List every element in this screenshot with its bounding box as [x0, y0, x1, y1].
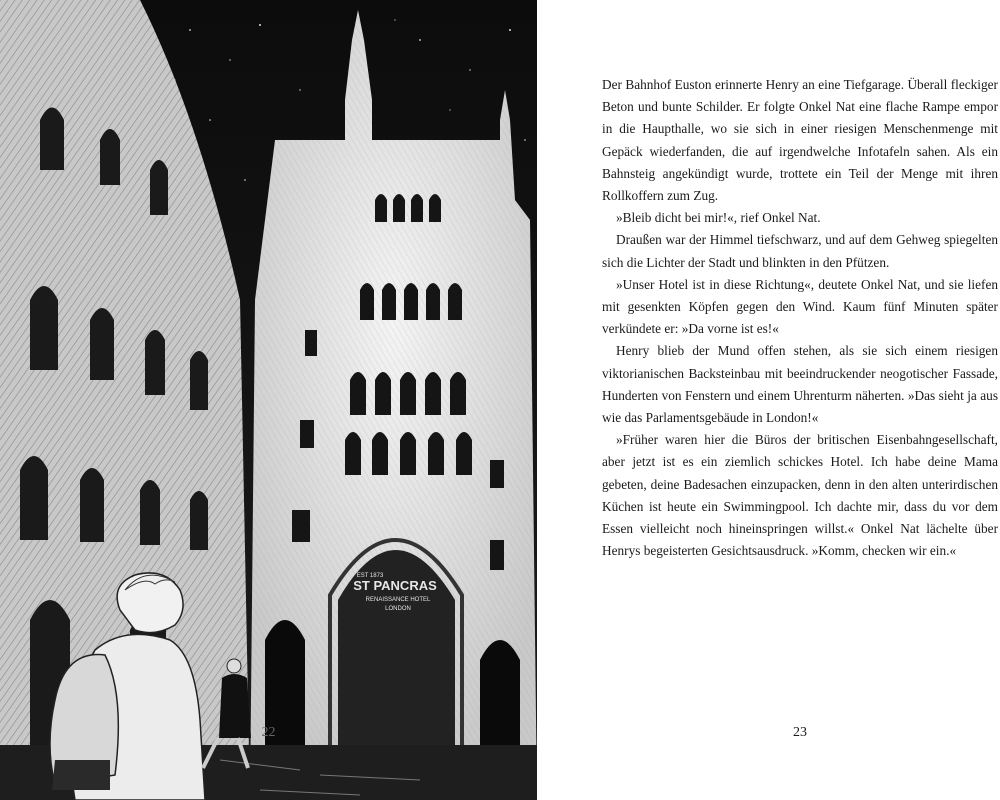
paragraph: »Früher waren hier die Büros der britischen Eisenbahngesellschaft, aber jetzt ist es ein ziemlich schickes Hotel. Ich habe deine Mama gebeten, deine Badesachen einzupacken, denn in den alten unterirdischen Küchen ist heute ein Swimmingpool. Ich dachte mir, dass du vor dem Essen vielleicht noch hineinspringen willst.« Onkel Nat lächelte über Henrys begeisterten Gesichtsausdruck. »Komm, checken wir ein.« — [602, 432, 998, 559]
sign-year: EST 1873 — [356, 573, 384, 579]
paragraph: Draußen war der Himmel tiefschwarz, und auf dem Gehweg spiegelten sich die Lichter der Stadt und blinkten in den Pfützen. — [602, 232, 998, 270]
right-page-text — [602, 74, 998, 562]
right-page-number: 23 — [793, 725, 807, 740]
paragraph: Henry blieb der Mund offen stehen, als sie sich einem riesigen viktorianischen Backsteinbau mit beeindruckender neogotischer Fassade, Hunderten von Fenstern und einem Uhrenturm näherten. »Das sieht ja aus wie das Parlamentsgebäude in London!« — [602, 343, 998, 426]
paragraph: »Unser Hotel ist in diese Richtung«, deutete Onkel Nat, und sie liefen mit gesenkten Köpfen gegen den Wind. Kaum fünf Minuten später verkündete er: »Da vorne ist es!« — [602, 276, 998, 337]
sign-st-pancras: ST PANCRAS — [353, 578, 437, 593]
left-page-number: 22 — [261, 725, 276, 740]
paragraph: »Bleib dicht bei mir!«, rief Onkel Nat. — [616, 210, 821, 226]
sign-hotel: RENAISSANCE HOTEL — [365, 597, 431, 603]
paragraph: Der Bahnhof Euston erinnerte Henry an eine Tiefgarage. Überall fleckiger Beton und bunte Schilder. Er folgte Onkel Nat eine flache Rampe empor in die Haupthalle, wo sie sich in einer riesigen Menschenmenge mit Gepäck wiederfanden, die auf irgendwelche Infotafeln sahen. Als ein Bahnsteig angekündigt wurde, trottete ein Teil der Menge mit ihren Rollkoffern zum Zug. — [602, 77, 998, 204]
sign-london: LONDON — [385, 606, 411, 612]
